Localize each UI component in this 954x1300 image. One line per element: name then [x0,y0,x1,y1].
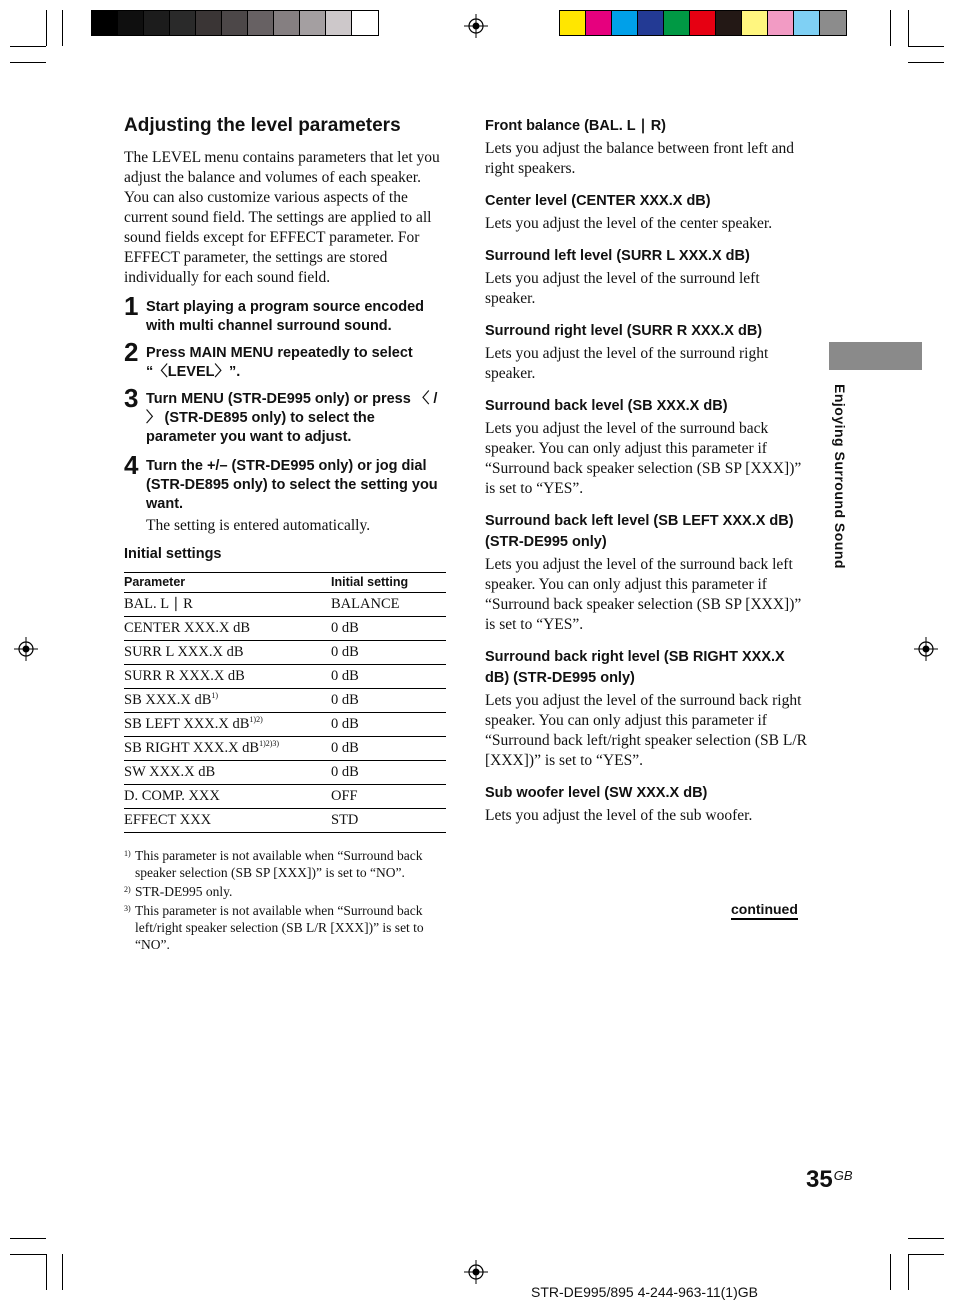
parameter-title: Surround back level (SB XXX.X dB) [485,398,728,414]
initial-value-cell: 0 dB [331,665,446,689]
color-swatch [664,11,690,35]
step-text: Turn MENU (STR-DE995 only) or press 〈 / 〉 (STR-DE895 only) to select the parameter you want to adjust. [146,391,438,445]
parameter-cell [124,713,331,737]
side-section-label: Enjoying Surround Sound [832,384,848,569]
parameter-item [485,511,807,635]
color-swatch [768,11,794,35]
grayscale-swatch [118,11,144,35]
parameter-item [485,246,807,309]
parameter-name: EFFECT XXX [124,812,212,828]
parameter-name: SB RIGHT XXX.X dB [124,740,260,756]
parameter-cell [124,761,331,785]
color-swatch [690,11,716,35]
registration-mark-icon [14,637,38,661]
footnote-text: This parameter is not available when “Surround back left/right speaker selection (SB L/R [XXX])” is set to “NO”. [135,903,424,952]
parameter-description: Lets you adjust the level of the sub woofer. [485,807,753,824]
color-swatch [560,11,586,35]
table-header-row [124,573,446,593]
parameter-title: Surround back right level (SB RIGHT XXX.X dB) (STR-DE995 only) [485,649,785,686]
parameter-description: Lets you adjust the level of the surround back speaker. You can only adjust this parameter if “Surround back speaker selection (SB SP [XXX])” is set to “YES”. [485,420,802,497]
table-row [124,785,446,809]
initial-settings-heading: Initial settings [124,546,222,562]
grayscale-swatch [92,11,118,35]
parameter-cell [124,809,331,833]
grayscale-swatch [144,11,170,35]
column-header: Initial setting [331,573,446,593]
parameter-title: Front balance (BAL. L ∣ R) [485,118,666,134]
footnote-ref: 1)2)3) [259,739,280,749]
step-number: 4 [124,450,139,480]
table-row [124,689,446,713]
parameter-name: SURR R XXX.X dB [124,668,245,684]
footnote-text: This parameter is not available when “Surround back speaker selection (SB SP [XXX])” is set to “NO”. [135,848,423,880]
parameter-name: SB LEFT XXX.X dB [124,716,250,732]
color-swatch [716,11,742,35]
initial-value-cell: 0 dB [331,641,446,665]
process-color-bar [559,10,847,36]
color-swatch [612,11,638,35]
page-number-suffix: GB [833,1168,853,1183]
initial-value-cell: 0 dB [331,761,446,785]
footer-model-code: STR-DE995/895 4-244-963-11(1)GB [531,1284,758,1300]
grayscale-swatch [196,11,222,35]
parameter-title: Surround left level (SURR L XXX.X dB) [485,248,750,264]
footnote-ref: 1)2) [249,715,263,725]
grayscale-swatch [170,11,196,35]
grayscale-swatch [300,11,326,35]
parameter-name: SB XXX.X dB [124,692,212,708]
step-2 [124,337,446,382]
grayscale-bar [91,10,379,36]
initial-value-cell: 0 dB [331,617,446,641]
footnote [124,902,446,953]
registration-mark-icon [464,14,488,38]
step-note: The setting is entered automatically. [146,517,371,534]
parameter-item [485,396,807,499]
parameter-name: CENTER XXX.X dB [124,620,251,636]
parameter-cell [124,737,331,761]
section-tab [829,342,922,370]
footnote-text: STR-DE995 only. [135,884,233,899]
parameter-title: Surround back left level (SB LEFT XXX.X dB) (STR-DE995 only) [485,513,794,550]
grayscale-swatch [222,11,248,35]
footnote-ref: 1) [211,691,219,701]
page-number-value: 35 [806,1166,833,1193]
parameter-description: Lets you adjust the level of the center speaker. [485,215,773,232]
parameter-name: BAL. L ∣ R [124,596,193,612]
left-column [124,114,446,953]
step-text: Press MAIN MENU repeatedly to select “〈LEVEL〉”. [146,345,413,380]
table-row [124,737,446,761]
step-4 [124,450,446,536]
initial-value-cell: STD [331,809,446,833]
parameter-title: Sub woofer level (SW XXX.X dB) [485,785,708,801]
grayscale-swatch [248,11,274,35]
table-row [124,761,446,785]
parameter-description: Lets you adjust the level of the surround back right speaker. You can only adjust this parameter if “Surround back left/right speaker selection (SB L/R [XXX])” is set to “YES”. [485,692,807,769]
column-header: Parameter [124,573,331,593]
grayscale-swatch [274,11,300,35]
footnote-mark: 3) [124,904,131,913]
parameter-description: Lets you adjust the level of the surround left speaker. [485,270,760,307]
table-row [124,617,446,641]
footnotes [124,847,446,953]
parameter-description: Lets you adjust the level of the surround back left speaker. You can only adjust this parameter if “Surround back speaker selection (SB SP [XXX])” is set to “YES”. [485,556,802,633]
step-1 [124,291,446,336]
parameter-name: SURR L XXX.X dB [124,644,244,660]
table-row [124,713,446,737]
initial-value-cell: BALANCE [331,593,446,617]
parameter-cell [124,785,331,809]
parameter-name: D. COMP. XXX [124,788,220,804]
initial-value-cell: 0 dB [331,689,446,713]
parameter-item [485,647,807,771]
parameter-description: Lets you adjust the level of the surround right speaker. [485,345,769,382]
table-row [124,593,446,617]
section-title: Adjusting the level parameters [124,115,401,136]
step-number: 3 [124,383,139,413]
parameter-item [485,321,807,384]
step-text: Turn the +/– (STR-DE995 only) or jog dial (STR-DE895 only) to select the setting you want. [146,458,438,512]
footnote-mark: 1) [124,849,131,858]
initial-value-cell: OFF [331,785,446,809]
parameter-name: SW XXX.X dB [124,764,216,780]
footnote [124,883,446,900]
right-column [485,116,807,838]
parameter-cell [124,641,331,665]
step-number: 1 [124,291,139,321]
initial-settings-table [124,572,446,833]
parameter-cell [124,617,331,641]
parameter-item [485,191,807,234]
parameter-description: Lets you adjust the balance between front left and right speakers. [485,140,795,177]
step-text: Start playing a program source encoded with multi channel surround sound. [146,299,424,334]
step-3 [124,383,446,447]
initial-value-cell: 0 dB [331,737,446,761]
color-swatch [742,11,768,35]
grayscale-swatch [352,11,378,35]
grayscale-swatch [326,11,352,35]
parameter-cell [124,665,331,689]
table-row [124,665,446,689]
footnote [124,847,446,881]
initial-value-cell: 0 dB [331,713,446,737]
table-row [124,809,446,833]
color-swatch [586,11,612,35]
parameter-title: Center level (CENTER XXX.X dB) [485,193,711,209]
table-row [124,641,446,665]
color-swatch [820,11,846,35]
parameter-cell [124,689,331,713]
parameter-item [485,116,807,179]
registration-mark-icon [914,637,938,661]
continued-label: continued [731,900,798,920]
page-number [806,1166,853,1194]
footnote-mark: 2) [124,885,131,894]
parameter-cell [124,593,331,617]
color-swatch [638,11,664,35]
intro-paragraph: The LEVEL menu contains parameters that let you adjust the balance and volumes of each speaker. You can also customize various aspects of the current sound field. The settings are applied to all sound fields except for EFFECT parameter. For EFFECT parameter, the settings are stored individually for each sound field. [124,149,440,286]
color-swatch [794,11,820,35]
parameter-title: Surround right level (SURR R XXX.X dB) [485,323,763,339]
parameter-item [485,783,807,826]
step-number: 2 [124,337,139,367]
registration-mark-icon [464,1260,488,1284]
